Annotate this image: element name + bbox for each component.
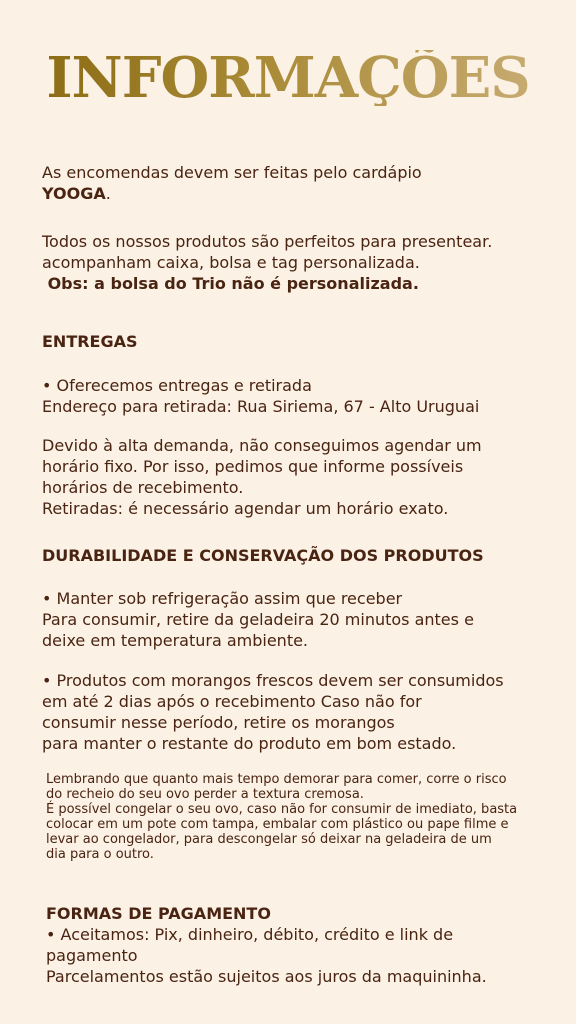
pagamento-heading: FORMAS DE PAGAMENTO xyxy=(46,904,271,923)
durabilidade-paragraph-1: • Manter sob refrigeração assim que receber Para consumir, retire da geladeira 20 minutos antes e deixe em temperatura ambiente. xyxy=(42,589,474,650)
durabilidade-note: Lembrando que quanto mais tempo demorar para comer, corre o risco do recheio do seu ovo perder a textura cremosa. É possível congelar o seu ovo, caso não for consumir de imediato, basta colocar em um pote com tampa, embalar com plástico ou pape filme e levar ao congelador, para descongelar só deixar na geladeira de um dia para o outro. xyxy=(46,772,518,862)
order-info xyxy=(42,162,562,204)
gift-info xyxy=(42,231,562,294)
obs-note: Obs: a bolsa do Trio não é personalizada. xyxy=(42,274,419,293)
order-brand-period: . xyxy=(105,184,111,203)
durabilidade-heading: DURABILIDADE E CONSERVAÇÃO DOS PRODUTOS xyxy=(42,546,484,565)
gift-line-2: acompanham caixa, bolsa e tag personalizada. xyxy=(42,253,420,272)
pagamento-paragraph: • Aceitamos: Pix, dinheiro, débito, crédito e link de pagamento Parcelamentos estão sujeitos aos juros da maquininha. xyxy=(46,925,487,986)
order-info-text: As encomendas devem ser feitas pelo cardápio xyxy=(42,163,422,182)
page-title: INFORMAÇÕES xyxy=(0,50,576,106)
entregas-paragraph-2: Devido à alta demanda, não conseguimos agendar um horário fixo. Por isso, pedimos que informe possíveis horários de recebimento. Retiradas: é necessário agendar um horário exato. xyxy=(42,436,482,518)
order-brand: YOOGA xyxy=(42,184,106,203)
gift-line-1: Todos os nossos produtos são perfeitos para presentear. xyxy=(42,232,493,251)
entregas-paragraph-1: • Oferecemos entregas e retirada Endereço para retirada: Rua Siriema, 67 - Alto Uruguai xyxy=(42,376,480,416)
entregas-heading: ENTREGAS xyxy=(42,332,138,351)
durabilidade-paragraph-2: • Produtos com morangos frescos devem ser consumidos em até 2 dias após o recebimento Caso não for consumir nesse período, retire os morangos para manter o restante do produto em bom estado. xyxy=(42,671,504,753)
